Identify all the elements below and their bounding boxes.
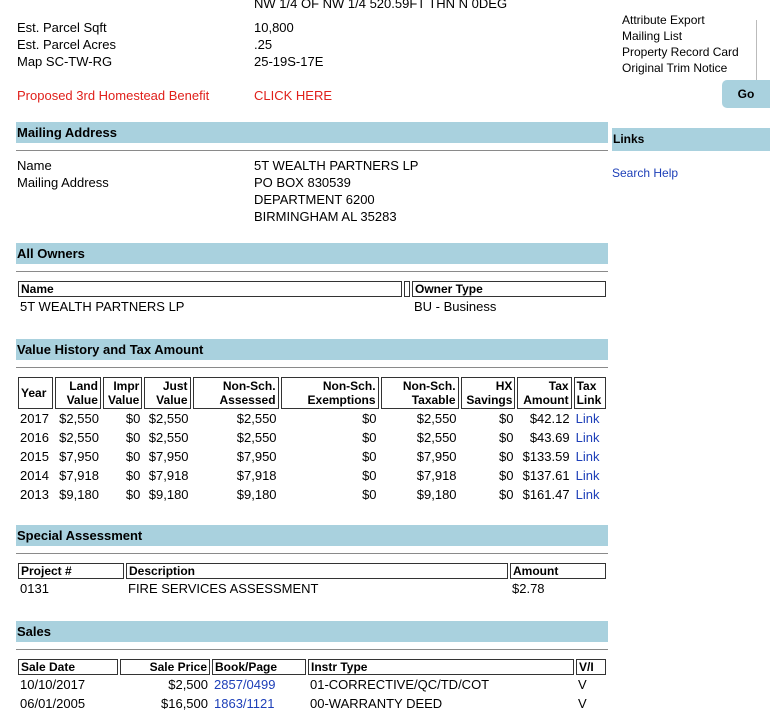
mailing-name-value: 5T WEALTH PARTNERS LP xyxy=(254,158,419,173)
mailing-list-option[interactable]: Mailing List xyxy=(622,29,683,43)
special-assessment-header: Special Assessment xyxy=(16,525,608,546)
impr-value-cell: $0 xyxy=(125,468,141,483)
description-cell: FIRE SERVICES ASSESSMENT xyxy=(128,581,319,596)
parcel-acres-label: Est. Parcel Acres xyxy=(17,37,116,52)
export-options xyxy=(622,12,739,76)
assessed-col-header xyxy=(193,377,279,409)
just-value-cell: $7,918 xyxy=(148,468,189,483)
tax-amount-header-bottom: Amount xyxy=(523,393,569,407)
table-row xyxy=(18,579,606,598)
owner-type-cell: BU - Business xyxy=(414,299,497,314)
hx-header-top: HX xyxy=(495,379,513,393)
go-button[interactable]: Go xyxy=(722,80,770,108)
table-row xyxy=(18,675,606,694)
sale-price-col-header: Sale Price xyxy=(120,659,210,675)
parcel-acres-value: .25 xyxy=(254,37,273,52)
exemptions-cell: $0 xyxy=(362,430,377,445)
table-row xyxy=(18,466,606,485)
sale-date-cell: 10/10/2017 xyxy=(20,677,86,692)
owner-name-cell: 5T WEALTH PARTNERS LP xyxy=(20,299,185,314)
land-value-cell: $2,550 xyxy=(59,430,99,445)
impr-header-top: Impr xyxy=(113,379,140,393)
just-header-bottom: Value xyxy=(156,393,188,407)
hx-savings-cell: $0 xyxy=(498,411,514,426)
owner-type-col-header: Owner Type xyxy=(412,281,606,297)
mailing-address-line-1: PO BOX 830539 xyxy=(254,175,351,190)
year-cell: 2017 xyxy=(20,411,49,426)
tax-link-cell xyxy=(574,428,606,447)
table-row xyxy=(18,428,606,447)
exemptions-cell: $0 xyxy=(362,411,377,426)
sale-price-cell: $2,500 xyxy=(168,677,208,692)
panel-scroll-divider xyxy=(756,20,757,80)
taxable-header-top: Non-Sch. xyxy=(402,379,456,393)
taxable-cell: $9,180 xyxy=(416,487,457,502)
just-value-cell: $2,550 xyxy=(148,430,189,445)
map-value: 25-19S-17E xyxy=(254,54,324,69)
owner-col-spacer xyxy=(404,281,410,297)
value-history-header: Value History and Tax Amount xyxy=(16,339,608,360)
exemptions-cell: $0 xyxy=(362,449,377,464)
impr-value-cell: $0 xyxy=(125,487,141,502)
mailing-address-line-2: DEPARTMENT 6200 xyxy=(254,192,375,207)
exemptions-col-header xyxy=(281,377,379,409)
homestead-click-here-link[interactable]: CLICK HERE xyxy=(254,88,333,103)
instr-type-col-header: Instr Type xyxy=(308,659,574,675)
assessed-cell: $2,550 xyxy=(236,411,277,426)
vi-col-header: V/I xyxy=(576,659,606,675)
taxable-cell: $7,918 xyxy=(416,468,457,483)
year-cell: 2014 xyxy=(20,468,49,483)
mailing-address-label: Mailing Address xyxy=(17,175,109,190)
tax-amount-cell: $161.47 xyxy=(522,487,570,502)
book-page-cell xyxy=(212,675,306,694)
just-value-cell: $2,550 xyxy=(148,411,189,426)
impr-header-bottom: Value xyxy=(107,393,140,407)
assessed-cell: $2,550 xyxy=(236,430,277,445)
sales-table xyxy=(16,659,608,713)
assessed-cell: $7,918 xyxy=(236,468,277,483)
year-cell: 2013 xyxy=(20,487,49,502)
amount-cell: $2.78 xyxy=(512,581,545,596)
sale-price-cell: $16,500 xyxy=(161,696,208,711)
tax-link[interactable]: Link xyxy=(575,487,600,502)
land-value-cell: $7,950 xyxy=(59,449,99,464)
links-header: Links xyxy=(612,128,770,151)
project-col-header: Project # xyxy=(18,563,124,579)
search-help-link[interactable]: Search Help xyxy=(612,166,679,180)
just-header-top: Just xyxy=(162,379,188,393)
assessed-cell: $7,950 xyxy=(236,449,277,464)
tax-link[interactable]: Link xyxy=(575,411,600,426)
book-page-cell xyxy=(212,694,306,713)
tax-link-cell xyxy=(574,466,606,485)
tax-link[interactable]: Link xyxy=(575,449,600,464)
hx-header-bottom: Savings xyxy=(466,393,513,407)
section-divider xyxy=(16,150,608,151)
impr-value-cell: $0 xyxy=(125,430,141,445)
tax-amount-cell: $137.61 xyxy=(522,468,570,483)
assessed-header-bottom: Assessed xyxy=(219,393,276,407)
map-label: Map SC-TW-RG xyxy=(17,54,113,69)
tax-amount-cell: $43.69 xyxy=(529,430,570,445)
section-divider xyxy=(16,553,608,554)
section-divider xyxy=(16,649,608,650)
instr-type-cell: 01-CORRECTIVE/QC/TD/COT xyxy=(310,677,490,692)
exemptions-header-bottom: Exemptions xyxy=(307,393,376,407)
parcel-sqft-value: 10,800 xyxy=(254,20,294,35)
tax-amount-cell: $133.59 xyxy=(522,449,570,464)
sale-date-cell: 06/01/2005 xyxy=(20,696,86,711)
tax-amount-col-header xyxy=(517,377,571,409)
vi-cell: V xyxy=(578,677,587,692)
table-row xyxy=(18,694,606,713)
mailing-address-header: Mailing Address xyxy=(16,122,608,143)
section-divider xyxy=(16,271,608,272)
assessed-cell: $9,180 xyxy=(236,487,277,502)
hx-savings-cell: $0 xyxy=(498,487,514,502)
table-row xyxy=(18,485,606,504)
value-history-table xyxy=(16,377,608,504)
description-col-header: Description xyxy=(126,563,508,579)
hx-savings-cell: $0 xyxy=(498,449,514,464)
tax-link-cell xyxy=(574,447,606,466)
property-record-card-option[interactable]: Property Record Card xyxy=(622,45,739,59)
land-value-col-header xyxy=(55,377,101,409)
exemptions-header-top: Non-Sch. xyxy=(322,379,376,393)
tax-link-cell xyxy=(574,485,606,504)
hx-savings-col-header xyxy=(461,377,516,409)
taxable-cell: $2,550 xyxy=(416,430,457,445)
amount-col-header: Amount xyxy=(510,563,606,579)
taxable-cell: $7,950 xyxy=(416,449,457,464)
impr-value-col-header xyxy=(103,377,142,409)
owner-name-col-header: Name xyxy=(18,281,402,297)
homestead-label: Proposed 3rd Homestead Benefit xyxy=(17,88,210,103)
section-divider xyxy=(16,367,608,368)
impr-value-cell: $0 xyxy=(125,411,141,426)
taxable-cell: $2,550 xyxy=(416,411,457,426)
owners-table xyxy=(16,281,608,316)
book-page-link[interactable]: 1863/1121 xyxy=(214,696,275,711)
tax-amount-header-top: Tax xyxy=(548,379,569,393)
exemptions-cell: $0 xyxy=(362,487,377,502)
project-cell: 0131 xyxy=(20,581,49,596)
hx-savings-cell: $0 xyxy=(498,468,514,483)
tax-link-header-top: Tax xyxy=(576,379,597,393)
tax-link[interactable]: Link xyxy=(575,468,600,483)
tax-link[interactable]: Link xyxy=(575,430,600,445)
taxable-col-header xyxy=(381,377,459,409)
special-assessment-table xyxy=(16,563,608,598)
book-page-link[interactable]: 2857/0499 xyxy=(214,677,276,692)
just-value-cell: $9,180 xyxy=(148,487,189,502)
land-value-cell: $7,918 xyxy=(59,468,99,483)
parcel-sqft-label: Est. Parcel Sqft xyxy=(17,20,107,35)
just-value-col-header xyxy=(144,377,190,409)
tax-link-col-header xyxy=(574,377,606,409)
year-col-header: Year xyxy=(18,377,53,409)
table-row xyxy=(18,447,606,466)
instr-type-cell: 00-WARRANTY DEED xyxy=(310,696,443,711)
sales-header: Sales xyxy=(16,621,608,642)
tax-amount-cell: $42.12 xyxy=(529,411,570,426)
land-value-cell: $9,180 xyxy=(59,487,99,502)
table-row xyxy=(18,409,606,428)
land-value-cell: $2,550 xyxy=(59,411,99,426)
assessed-header-top: Non-Sch. xyxy=(222,379,276,393)
year-cell: 2016 xyxy=(20,430,49,445)
hx-savings-cell: $0 xyxy=(498,430,514,445)
attribute-export-option[interactable]: Attribute Export xyxy=(622,13,705,27)
just-value-cell: $7,950 xyxy=(148,449,189,464)
sale-date-col-header: Sale Date xyxy=(18,659,118,675)
owner-spacer-cell xyxy=(404,297,410,316)
land-header-bottom: Value xyxy=(66,393,98,407)
land-header-top: Land xyxy=(69,379,98,393)
impr-value-cell: $0 xyxy=(125,449,141,464)
vi-cell: V xyxy=(578,696,587,711)
table-row xyxy=(18,297,606,316)
book-page-col-header: Book/Page xyxy=(212,659,306,675)
mailing-name-label: Name xyxy=(17,158,52,173)
year-cell: 2015 xyxy=(20,449,49,464)
all-owners-header: All Owners xyxy=(16,243,608,264)
tax-link-header-bottom: Link xyxy=(576,393,602,407)
legal-description-line: NW 1/4 OF NW 1/4 520.59FT THN N 0DEG xyxy=(254,0,508,11)
exemptions-cell: $0 xyxy=(362,468,377,483)
mailing-address-line-3: BIRMINGHAM AL 35283 xyxy=(254,209,397,224)
original-trim-notice-option[interactable]: Original Trim Notice xyxy=(622,61,728,75)
taxable-header-bottom: Taxable xyxy=(411,393,456,407)
tax-link-cell xyxy=(574,409,606,428)
